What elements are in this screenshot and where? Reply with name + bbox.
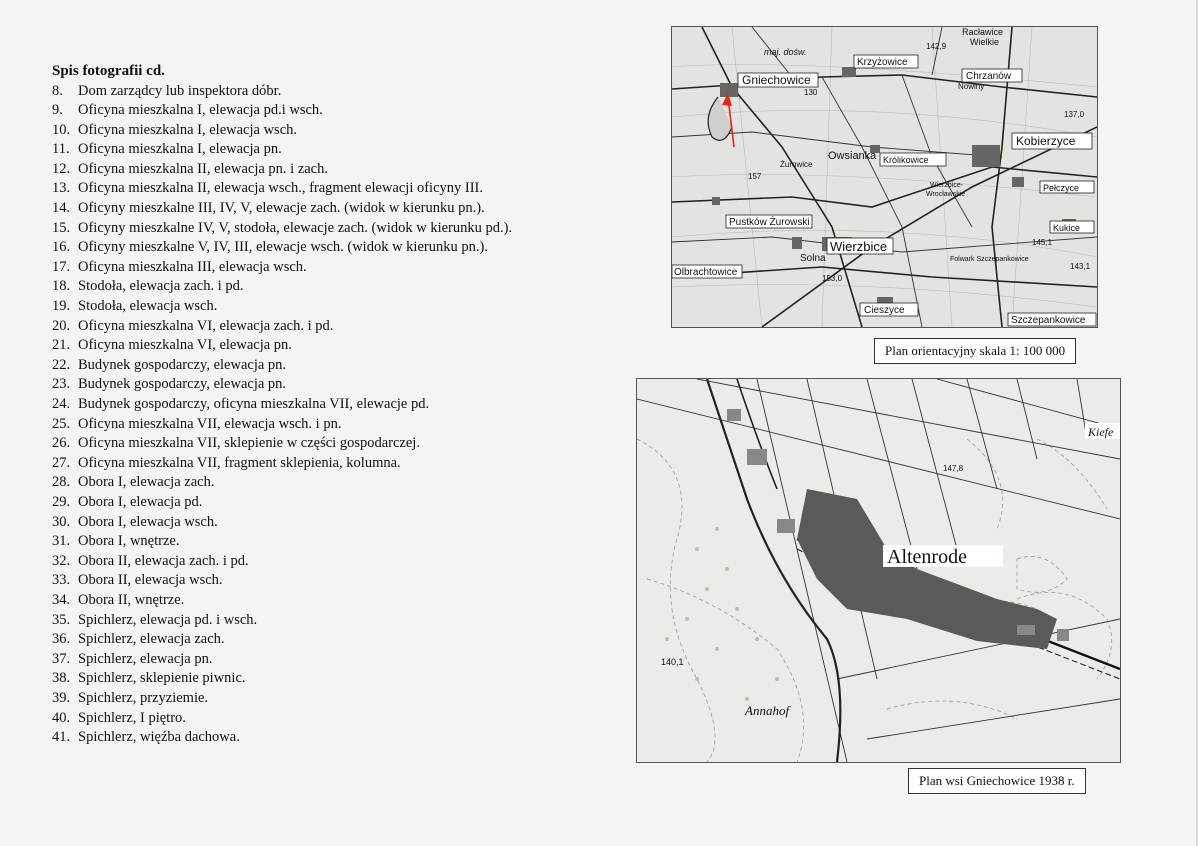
list-item-text: Oficyna mieszkalna III, elewacja wsch.	[78, 258, 307, 275]
list-item	[52, 356, 612, 376]
list-item-text: Oficyna mieszkalna VII, fragment sklepienia, kolumna.	[78, 454, 401, 471]
list-item-text: Budynek gospodarczy, oficyna mieszkalna VII, elewacje pd.	[78, 396, 430, 412]
list-item	[52, 160, 612, 180]
list-item-number: 38.	[52, 670, 71, 687]
list-item	[52, 277, 612, 297]
list-item-text: Spichlerz, sklepienie piwnic.	[78, 670, 246, 687]
list-item	[52, 238, 612, 258]
list-item	[52, 552, 612, 572]
list-item	[52, 630, 612, 650]
list-item-number: 32.	[52, 552, 71, 569]
elevation-142: 142,9	[926, 42, 947, 51]
list-item	[52, 140, 612, 160]
label-folwark: Folwark Szczepankowice	[950, 256, 1029, 263]
list-item-text: Dom zarządcy lub inspektora dóbr.	[78, 82, 282, 99]
label-altenrode: Altenrode	[887, 546, 967, 568]
list-item	[52, 121, 612, 141]
list-item	[52, 375, 612, 395]
list-item-text: Oficyna mieszkalna VII, elewacja wsch. i pn.	[78, 415, 342, 432]
list-item-text: Budynek gospodarczy, elewacja pn.	[78, 356, 287, 373]
list-item-text: Oficyna mieszkalna VI, elewacja zach. i pd.	[78, 317, 334, 334]
list-item-number: 21.	[52, 337, 71, 354]
list-item	[52, 689, 612, 709]
list-item	[52, 709, 612, 729]
label-kiefe: Kiefe	[1088, 425, 1114, 439]
list-item	[52, 297, 612, 317]
list-item-text: Obora II, elewacja zach. i pd.	[78, 552, 249, 569]
list-item	[52, 434, 612, 454]
label-szczepankowice: Szczepankowice	[1011, 315, 1086, 326]
list-item	[52, 669, 612, 689]
list-item	[52, 728, 612, 748]
list-item	[52, 199, 612, 219]
label-cieszyce: Cieszyce	[864, 305, 905, 316]
label-gniechowice: Gniechowice	[742, 73, 811, 87]
list-item-number: 13.	[52, 180, 71, 197]
list-item-text: Oficyna mieszkalna I, elewacja pd.i wsch.	[78, 102, 323, 119]
label-pelczyce: Pełczyce	[1043, 183, 1080, 193]
list-item-text: Spichlerz, elewacja pn.	[78, 650, 213, 667]
list-item-text: Oficyny mieszkalne V, IV, III, elewacje wsch. (widok w kierunku pn.).	[78, 239, 488, 256]
label-olbrachtowice: Olbrachtowice	[674, 267, 738, 278]
label-pustkow: Pustków Żurowski	[729, 217, 810, 228]
list-item-text: Obora I, elewacja wsch.	[78, 513, 218, 530]
list-item-number: 8.	[52, 82, 63, 99]
list-item-text: Obora II, wnętrze.	[78, 591, 185, 608]
label-owsianka: Owsianka	[828, 150, 877, 162]
village-plan-map	[636, 378, 1121, 763]
list-item-number: 31.	[52, 533, 71, 550]
label-zurowice: Żurowice	[780, 160, 813, 169]
list-item-number: 25.	[52, 415, 71, 432]
list-item-number: 18.	[52, 278, 71, 295]
village-plan-caption: Plan wsi Gniechowice 1938 r.	[908, 768, 1086, 794]
village-plan-drawing	[637, 379, 1120, 762]
list-item-number: 12.	[52, 160, 71, 177]
list-item-number: 9.	[52, 102, 63, 119]
elevation-137: 137,0	[1064, 110, 1085, 119]
orientation-map	[671, 26, 1098, 328]
list-item-text: Spichlerz, elewacja zach.	[78, 631, 225, 648]
list-item	[52, 591, 612, 611]
list-item	[52, 571, 612, 591]
list-item-text: Obora I, elewacja pd.	[78, 493, 203, 510]
list-item-number: 10.	[52, 121, 71, 138]
label-wierzbice: Wierzbice	[830, 239, 888, 254]
list-item-number: 35.	[52, 611, 71, 628]
list-item	[52, 454, 612, 474]
label-nowiny: Nowiny	[958, 82, 985, 91]
label-annahof: Annahof	[745, 703, 790, 718]
list-item-number: 19.	[52, 298, 71, 315]
photo-list-section	[52, 62, 612, 748]
label-kobierzyce: Kobierzyce	[1016, 134, 1076, 148]
list-item-text: Spichlerz, przyziemie.	[78, 689, 209, 706]
list-item-number: 14.	[52, 200, 71, 217]
list-item	[52, 513, 612, 533]
list-item	[52, 219, 612, 239]
list-item-text: Spichlerz, więźba dachowa.	[78, 729, 240, 746]
list-item-text: Stodoła, elewacja zach. i pd.	[78, 278, 244, 295]
list-item	[52, 179, 612, 199]
label-wierzbice-wroclawskie-1: Wierzbice-	[930, 182, 964, 189]
list-item-text: Oficyna mieszkalna VII, sklepienie w części gospodarczej.	[78, 435, 420, 452]
list-item-text: Obora I, wnętrze.	[78, 533, 180, 550]
list-item	[52, 493, 612, 513]
list-item-number: 37.	[52, 650, 71, 667]
list-item-text: Obora II, elewacja wsch.	[78, 572, 223, 589]
list-item-number: 11.	[52, 141, 70, 158]
list-item-text: Oficyna mieszkalna II, elewacja pn. i zach.	[78, 160, 328, 177]
label-chrzanow: Chrzanów	[966, 71, 1012, 82]
label-wierzbice-wroclawskie-2: Wrocławskie	[926, 191, 966, 198]
label-raclawice: Racławice	[962, 27, 1004, 37]
photo-list-heading: Spis fotografii cd.	[52, 63, 165, 79]
orientation-map-drawing	[672, 27, 1097, 327]
list-item	[52, 317, 612, 337]
elevation-147: 147,8	[943, 464, 964, 473]
elevation-145: 145,1	[1032, 238, 1053, 247]
list-item-text: Oficyna mieszkalna VI, elewacja pn.	[78, 337, 292, 354]
list-item-number: 27.	[52, 454, 71, 471]
list-item	[52, 650, 612, 670]
list-item	[52, 473, 612, 493]
orientation-map-caption: Plan orientacyjny skala 1: 100 000	[874, 338, 1076, 364]
list-item-text: Spichlerz, elewacja pd. i wsch.	[78, 611, 258, 628]
list-item-text: Oficyny mieszkalne III, IV, V, elewacje zach. (widok w kierunku pn.).	[78, 200, 485, 217]
list-item-number: 16.	[52, 239, 71, 256]
list-item-text: Stodoła, elewacja wsch.	[78, 298, 218, 315]
list-item	[52, 532, 612, 552]
list-item	[52, 101, 612, 121]
list-item-text: Spichlerz, I piętro.	[78, 709, 186, 726]
list-item	[52, 415, 612, 435]
list-item-number: 36.	[52, 631, 71, 648]
list-item-number: 24.	[52, 396, 71, 412]
list-item	[52, 258, 612, 278]
list-item	[52, 611, 612, 631]
list-item-number: 26.	[52, 435, 71, 452]
photo-list	[52, 82, 612, 748]
list-item-number: 28.	[52, 474, 71, 491]
list-item	[52, 395, 612, 415]
list-item	[52, 82, 612, 102]
list-item-text: Obora I, elewacja zach.	[78, 474, 215, 491]
elevation-140: 140,1	[661, 657, 684, 667]
list-item-number: 17.	[52, 258, 71, 275]
elevation-130: 130	[804, 88, 818, 97]
list-item-text: Oficyna mieszkalna I, elewacja wsch.	[78, 121, 298, 138]
list-item-number: 30.	[52, 513, 71, 530]
list-item-text: Oficyna mieszkalna I, elewacja pn.	[78, 141, 282, 158]
elevation-143: 143,1	[1070, 262, 1091, 271]
list-item-number: 41.	[52, 729, 71, 746]
list-item-number: 39.	[52, 689, 71, 706]
list-item-text: Budynek gospodarczy, elewacja pn.	[78, 376, 287, 393]
list-item-text: Oficyna mieszkalna II, elewacja wsch., fragment elewacji oficyny III.	[78, 180, 484, 197]
list-item-number: 29.	[52, 493, 71, 510]
elevation-157: 157	[748, 172, 762, 181]
list-item-number: 40.	[52, 709, 71, 726]
label-kukice: Kukice	[1053, 223, 1081, 233]
label-wielkie: Wielkie	[970, 37, 1000, 47]
list-item-number: 15.	[52, 219, 71, 236]
list-item-number: 23.	[52, 376, 71, 393]
list-item	[52, 336, 612, 356]
list-item-number: 22.	[52, 356, 71, 373]
list-item-number: 33.	[52, 572, 71, 589]
elevation-153: 153,0	[822, 274, 843, 283]
label-solna: Solna	[800, 253, 826, 264]
label-maj-dosw: maj. dośw.	[764, 47, 807, 57]
list-item-text: Oficyny mieszkalne IV, V, stodoła, elewacje zach. (widok w kierunku pd.).	[78, 219, 513, 236]
list-item-number: 20.	[52, 317, 71, 334]
label-krolikowice: Królikowice	[883, 155, 929, 165]
list-item-number: 34.	[52, 591, 71, 608]
label-krzyzowice: Krzyżowice	[857, 57, 908, 68]
